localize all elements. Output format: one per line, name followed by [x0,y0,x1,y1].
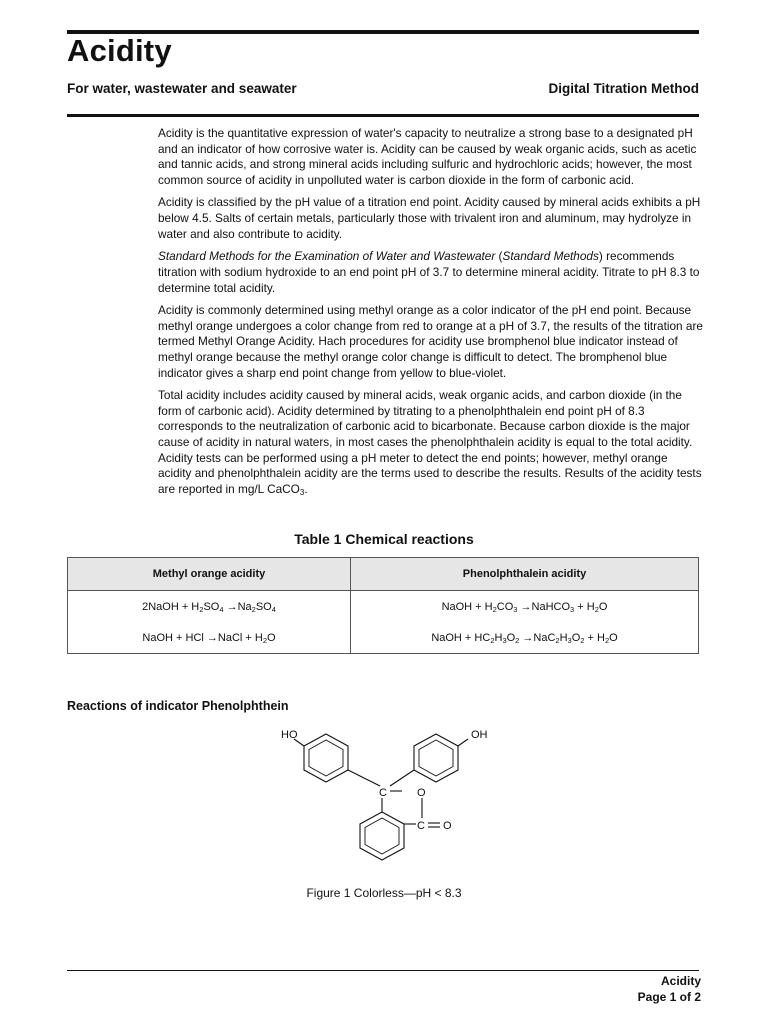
arrow-icon: → [520,600,532,613]
figure-heading: Reactions of indicator Phenolphthein [67,699,289,713]
column-header: Phenolphthalein acidity [351,558,699,591]
table-row [68,591,699,623]
right-benzene-ring [414,734,458,782]
arrow-icon: → [206,631,218,644]
oxygen-label: O [443,820,452,832]
header-rule [67,114,699,117]
table-row [68,622,699,654]
oxygen-label: O [417,787,426,799]
bottom-benzene-ring [360,812,404,860]
method-name: Digital Titration Method [548,81,699,96]
table-title: Table 1 Chemical reactions [294,531,474,547]
paragraph: Acidity is classified by the pH value of a titration end point. Acidity caused by mineral acids exhibits a pH below 4.5. Salts of certain metals, particularly those with trivalent iron and aluminum, may hydrolyze in water and also contribute to acidity. [158,195,701,241]
footer-rule [67,970,699,971]
reaction-cell: 2NaOH + $H_2SO_4 \to Na_2SO_4$ [68,591,351,623]
reference-short: Standard Methods [502,249,599,264]
paragraph: Standard Methods for the Examination of Water and Wastewater (Standard Methods) recommends titration with sodium hydroxide to an end point pH of 3.7 to determine mineral acidity. Titrate to pH 8.3 to determine total acidity. [158,249,700,295]
footer-title: Acidity [660,974,701,988]
paragraph: Total acidity includes acidity caused by mineral acids, weak organic acids, and carbon dioxide (in the form of carbonic acid). Acidity determined by titrating to a phenolphthalein end point pH of 8.3 corresponds to the neutralization of carbonic acid to bicarbonate. Because carbon dioxide is the major cause of acidity in natural waters, in most cases the phenolphthalein acidity is equal to the total acidity. Acidity tests can be performed using a pH meter to detect the end points; however, methyl orange acidity and phenolphthalein acidity are the terms used to describe the results. Results of the acidity tests are reported in mg/L CaCO$_3$. [158,387,702,498]
arrow-icon: → [522,631,534,644]
hydroxyl-label: HO [281,729,298,741]
paragraph: Acidity is the quantitative expression of water's capacity to neutralize a strong base to a designated pH and an indicator of how corrosive water is. Acidity can be caused by weak organic acids, such as acetic and tannic acids, and strong mineral acids including sulfuric and hydrochloric acids; however, the most common source of acidity in unpolluted water is carbon dioxide in the form of carbonic acid. [158,126,697,188]
body-text [158,126,703,504]
reaction-cell: NaOH + $HC_2H_3O_2 \to NaC_2H_3O_2 + H_2O$ [351,622,699,654]
reference-title: Standard Methods for the Examination of Water and Wastewater [158,249,496,264]
column-header: Methyl orange acidity [68,558,351,591]
carbon-label: C [417,820,425,832]
page-title: Acidity [67,33,172,68]
hydroxyl-label: OH [471,729,488,741]
carbon-label: C [379,787,387,799]
figure-caption: Figure 1 Colorless—pH < 8.3 [306,886,462,900]
table-header-row [68,558,699,591]
paragraph: Acidity is commonly determined using methyl orange as a color indicator of the pH end point. Because methyl orange undergoes a color change from red to orange at a pH of 3.7, the results of the titration are termed Methyl Orange Acidity. Hach procedures for acidity use bromphenol blue indicator instead of methyl orange because the methyl orange color change is difficult to detect. The bromphenol blue indicator gives a sharp end point change from yellow to blue-violet. [158,302,703,380]
reaction-cell: NaOH + $H_2CO_3$ →NaHCO$_3$ + $H_2O$ [351,591,699,623]
chemical-reactions-table [67,557,699,654]
page-subtitle: For water, wastewater and seawater [67,81,297,96]
phenolphthalein-structure [270,724,510,884]
left-benzene-ring [304,734,348,782]
arrow-icon: → [226,600,238,613]
page-number: Page 1 of 2 [637,990,701,1004]
reaction-cell: NaOH + HCl →NaCl + $H_2O$ [68,622,351,654]
